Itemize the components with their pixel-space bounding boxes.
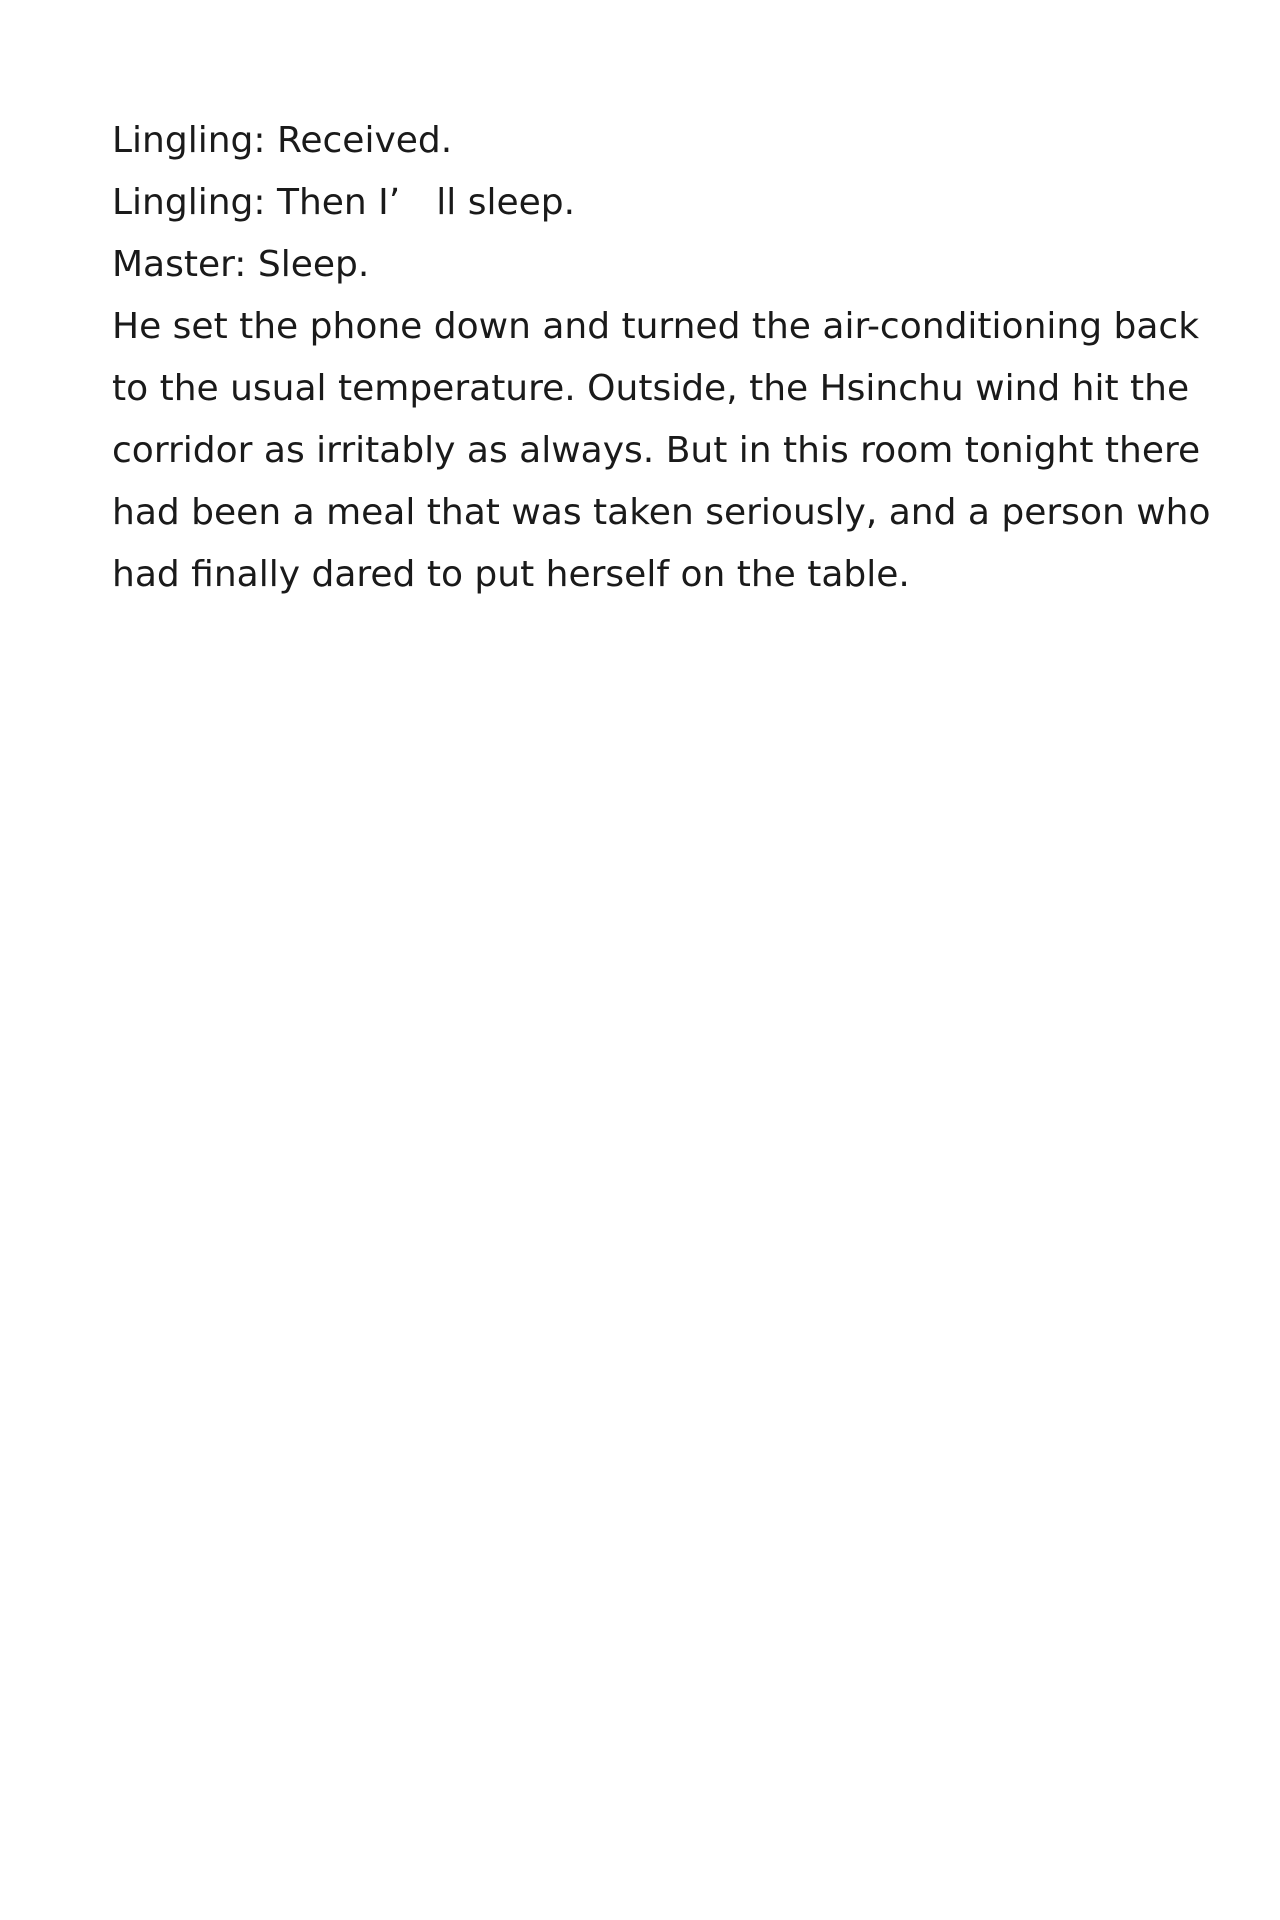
narration-line: had been a meal that was taken seriously, and a person who [112, 492, 1211, 533]
dialogue-line: Lingling: Received. [112, 120, 453, 161]
narration-line: corridor as irritably as always. But in this room tonight there [112, 430, 1201, 471]
narration-line: had finally dared to put herself on the table. [112, 554, 910, 595]
narration-line: to the usual temperature. Outside, the Hsinchu wind hit the [112, 368, 1190, 409]
story-text [112, 110, 1211, 606]
narration-paragraph [112, 296, 1211, 606]
dialogue-line: Lingling: Then I’ ll sleep. [112, 182, 576, 223]
dialogue-line: Master: Sleep. [112, 244, 370, 285]
narration-line: He set the phone down and turned the air-conditioning back [112, 306, 1200, 347]
